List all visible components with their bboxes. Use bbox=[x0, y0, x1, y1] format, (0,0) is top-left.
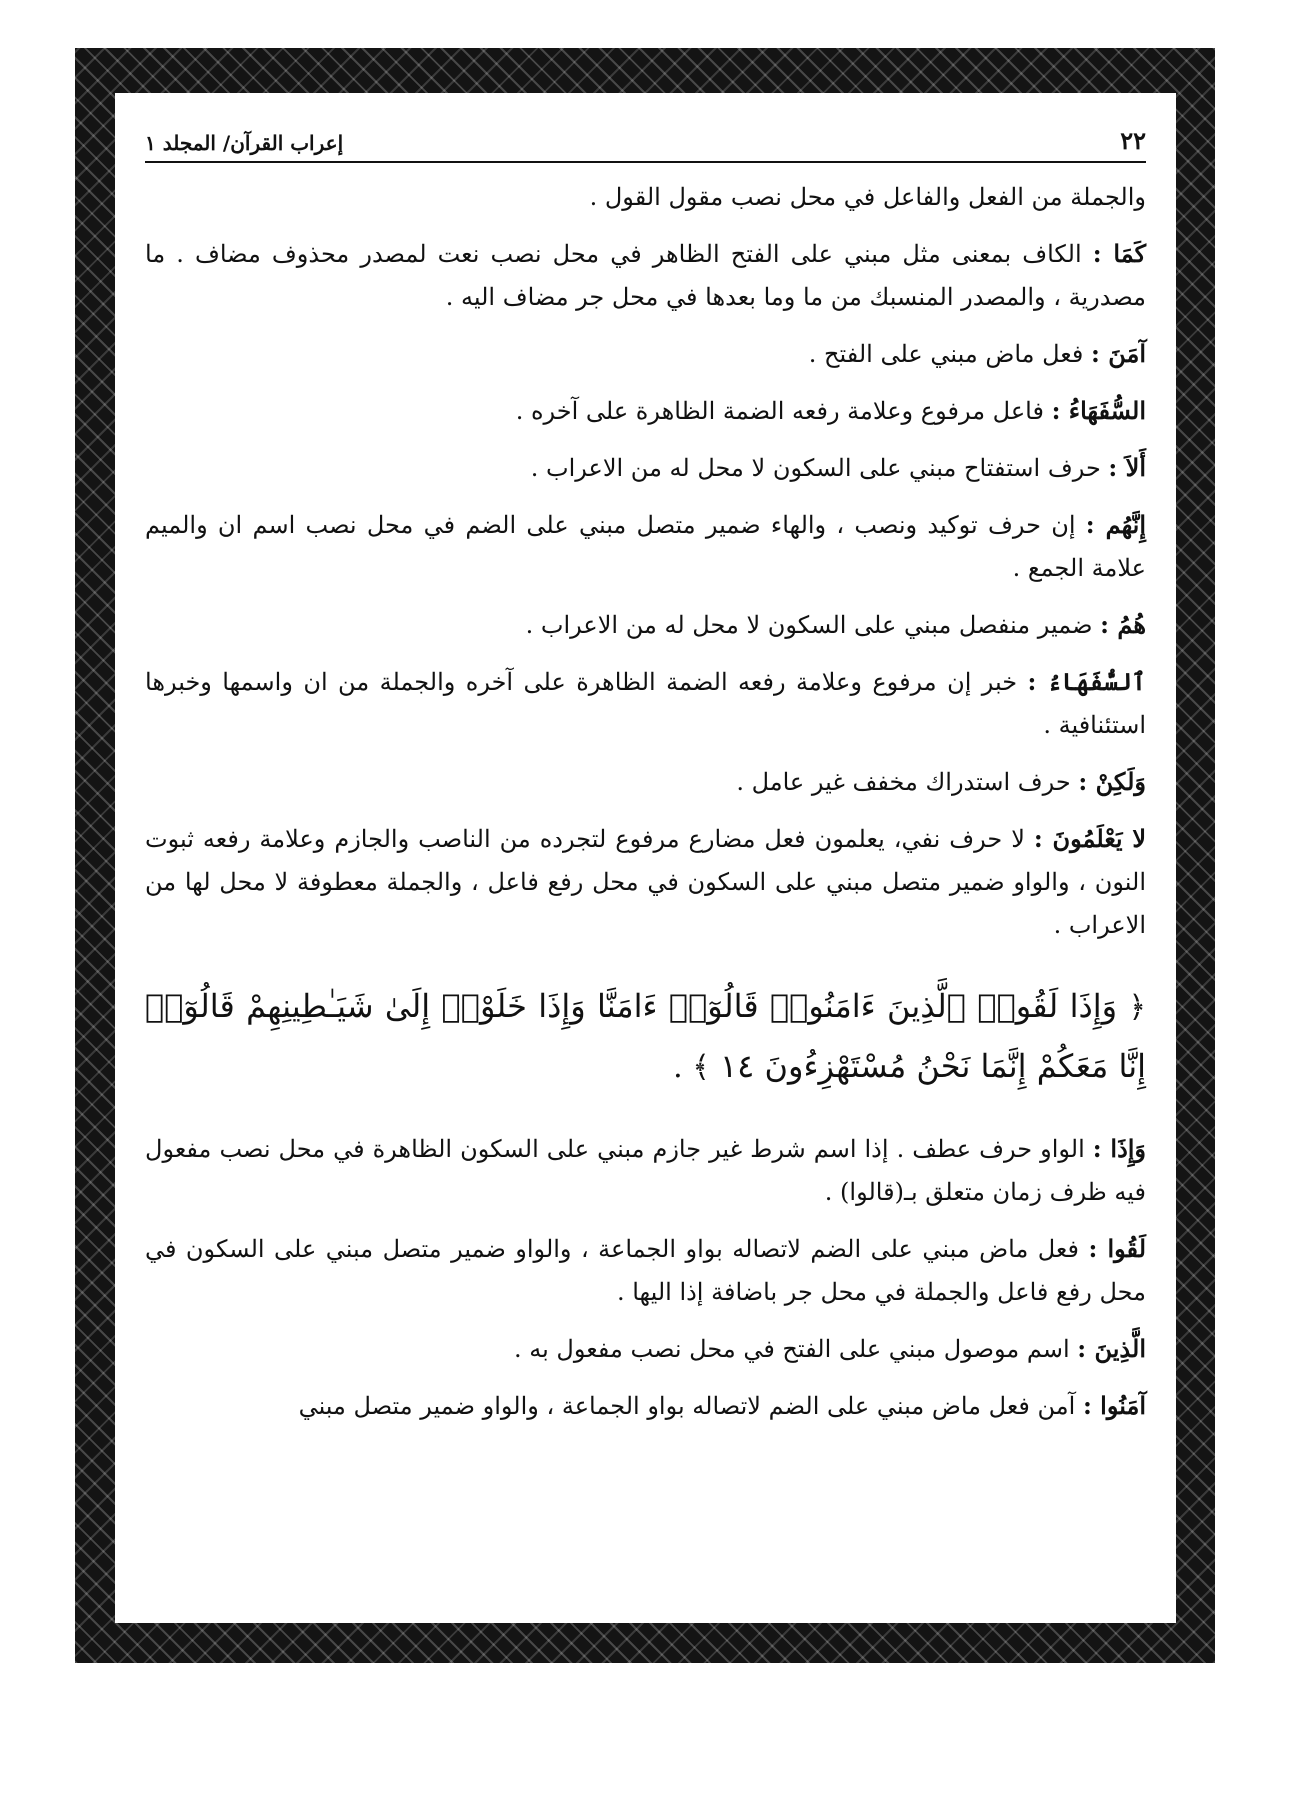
paragraph bbox=[145, 503, 1146, 590]
grammar-term: آمَنُوا : bbox=[1082, 1391, 1146, 1420]
quran-verse bbox=[145, 977, 1146, 1097]
page-number: ٢٢ bbox=[1120, 126, 1146, 155]
running-title: إعراب القرآن/ المجلد ١ bbox=[145, 131, 344, 155]
paragraph bbox=[145, 1227, 1146, 1314]
grammar-term: إِنَّهُم : bbox=[1085, 510, 1147, 539]
paragraph-text: فعل ماض مبني على الفتح . bbox=[808, 340, 1091, 368]
verse-open-bracket: ﴿ bbox=[1128, 990, 1147, 1025]
paragraph-text: ضمير منفصل مبني على السكون لا محل له من الاعراب . bbox=[525, 611, 1101, 639]
grammar-term: الَّذِينَ : bbox=[1077, 1334, 1146, 1363]
paragraph bbox=[145, 1127, 1146, 1214]
grammar-term: وَإِذَا : bbox=[1092, 1134, 1147, 1163]
paragraph bbox=[145, 175, 1146, 219]
grammar-term: آمَنَ : bbox=[1090, 339, 1146, 368]
paragraph bbox=[145, 1327, 1146, 1371]
verse-text: وَإِذَا لَقُوا۟ ٱلَّذِينَ ءَامَنُوا۟ قَالُوٓا۟ ءَامَنَّا وَإِذَا خَلَوْا۟ إِلَىٰ شَيَـٰطِينِهِمْ قَالُوٓا۟ إِنَّا مَعَكُمْ إِنَّمَا نَحْنُ مُسْتَهْزِءُونَ ١٤ bbox=[145, 987, 1146, 1085]
grammar-term: أَلاَ : bbox=[1108, 453, 1146, 482]
page-content bbox=[115, 93, 1176, 1623]
paragraph-text: اسم موصول مبني على الفتح في محل نصب مفعول به . bbox=[514, 1335, 1078, 1363]
paragraph-text: حرف استدراك مخفف غير عامل . bbox=[736, 768, 1079, 796]
paragraph-text: فعل ماض مبني على الضم لاتصاله بواو الجماعة ، والواو ضمير متصل مبني على السكون في محل رفع فاعل والجملة في محل جر باضافة إذا اليها . bbox=[145, 1235, 1146, 1306]
paragraph-text: حرف استفتاح مبني على السكون لا محل له من الاعراب . bbox=[530, 454, 1109, 482]
paragraph bbox=[145, 332, 1146, 376]
page-header bbox=[145, 121, 1146, 163]
paragraph-text: الكاف بمعنى مثل مبني على الفتح الظاهر في محل نصب نعت لمصدر محذوف مضاف . ما مصدرية ، والمصدر المنسبك من ما وما بعدها في محل جر مضاف اليه . bbox=[145, 240, 1146, 311]
paragraph bbox=[145, 603, 1146, 647]
paragraph bbox=[145, 660, 1146, 747]
grammar-term: هُمُ : bbox=[1100, 610, 1146, 639]
grammar-term: لا يَعْلَمُونَ : bbox=[1033, 824, 1146, 853]
grammar-term: لَقُوا : bbox=[1088, 1234, 1147, 1263]
grammar-term: السُّفَهَاءُ : bbox=[1051, 396, 1146, 425]
paragraph-text: خبر إن مرفوع وعلامة رفعه الضمة الظاهرة على آخره والجملة من ان واسمها وخبرها استئنافية . bbox=[145, 668, 1146, 739]
paragraph bbox=[145, 446, 1146, 490]
paragraph bbox=[145, 232, 1146, 319]
paragraph bbox=[145, 760, 1146, 804]
paragraph bbox=[145, 817, 1146, 947]
paragraph-text: آمن فعل ماض مبني على الضم لاتصاله بواو الجماعة ، والواو ضمير متصل مبني bbox=[298, 1392, 1083, 1420]
paragraph-text: لا حرف نفي، يعلمون فعل مضارع مرفوع لتجرده من الناصب والجازم وعلامة رفعه ثبوت النون ، والواو ضمير متصل مبني على السكون في محل رفع فاعل ، والجملة معطوفة لا محل لها من الاعراب . bbox=[145, 825, 1146, 939]
paragraph-text: الواو حرف عطف . إذا اسم شرط غير جازم مبني على السكون الظاهرة في محل نصب مفعول فيه ظرف زمان متعلق بـ(قالوا) . bbox=[145, 1135, 1146, 1206]
paragraph-text: والجملة من الفعل والفاعل في محل نصب مقول القول . bbox=[589, 183, 1146, 211]
paragraph bbox=[145, 1384, 1146, 1428]
grammar-term: ٱلسُّفَهَاءُ : bbox=[1027, 667, 1146, 696]
paragraph-text: إن حرف توكيد ونصب ، والهاء ضمير متصل مبني على الضم في محل نصب اسم ان والميم علامة الجمع . bbox=[145, 511, 1146, 582]
grammar-term: كَمَا : bbox=[1092, 239, 1146, 268]
verse-close-bracket: ﴾ . bbox=[673, 1050, 710, 1085]
grammar-term: وَلَكِنْ : bbox=[1078, 767, 1146, 796]
paragraph bbox=[145, 389, 1146, 433]
paragraph-text: فاعل مرفوع وعلامة رفعه الضمة الظاهرة على آخره . bbox=[515, 397, 1052, 425]
